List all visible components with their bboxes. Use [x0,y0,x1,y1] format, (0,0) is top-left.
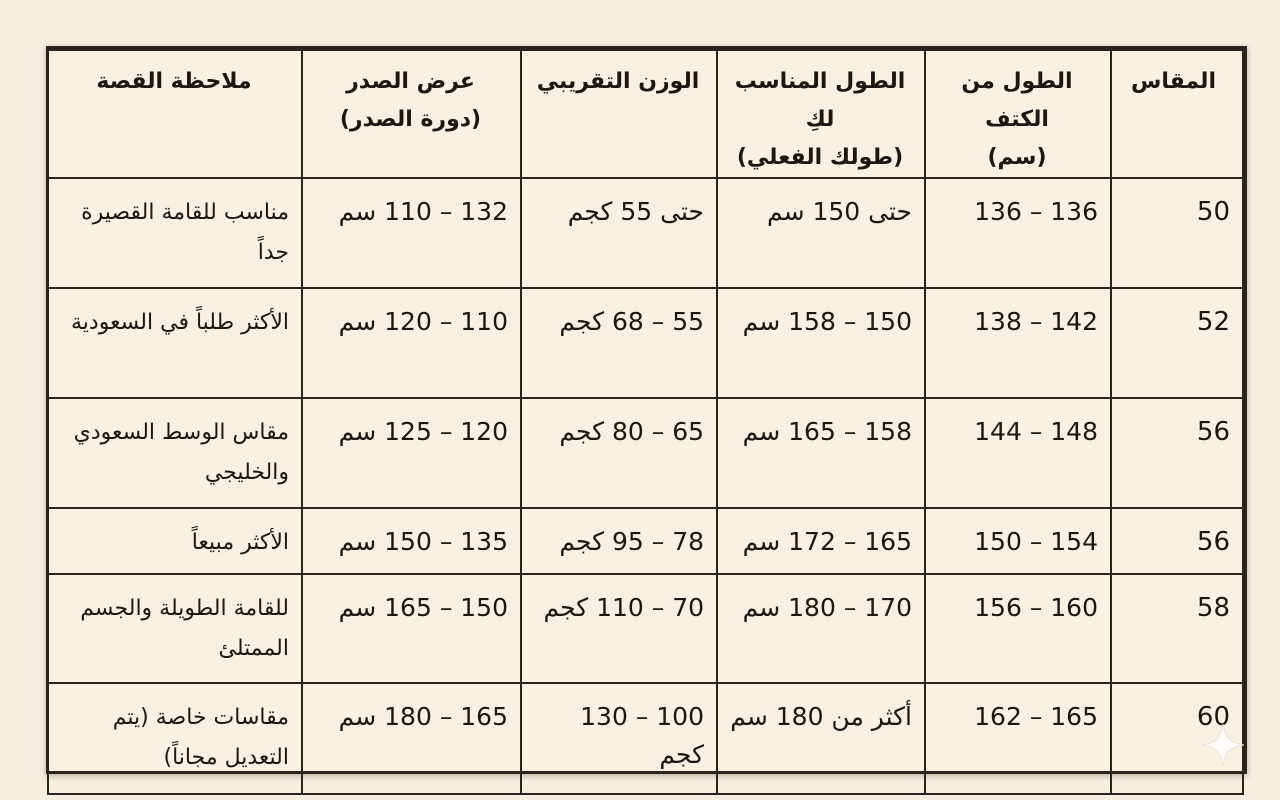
cell-shoulder-length: 136 – 136 [925,178,1111,288]
cell-chest: 110 – 120 سم [302,288,521,398]
cell-size: 60 [1111,683,1243,794]
four-point-star-icon [1200,722,1246,768]
cell-suitable-height: 158 – 165 سم [717,398,925,508]
cell-shoulder-length: 160 – 156 [925,574,1111,683]
header-note-label: ملاحظة القصة [96,69,252,94]
cell-chest: 135 – 150 سم [302,508,521,574]
header-suitable-height [717,50,925,178]
header-chest-sub: (دورة الصدر) [339,107,482,132]
cell-suitable-height: 150 – 158 سم [717,288,925,398]
cell-weight: 65 – 80 كجم [521,398,717,508]
cell-weight: حتى 55 كجم [521,178,717,288]
size-chart-table-container [46,46,1247,774]
cell-chest: 165 – 180 سم [302,683,521,794]
cell-chest: 150 – 165 سم [302,574,521,683]
cell-suitable-height: 170 – 180 سم [717,574,925,683]
cell-shoulder-length: 148 – 144 [925,398,1111,508]
header-note [48,50,302,178]
header-suitable-height-sub: (طولك الفعلي) [736,145,904,170]
header-size [1111,50,1243,178]
size-chart-table [47,49,1244,795]
cell-chest: 120 – 125 سم [302,398,521,508]
cell-weight: 100 – 130 كجم [521,683,717,794]
cell-note: الأكثر طلباً في السعودية [48,288,302,398]
table-row [48,178,1243,288]
cell-chest: 132 – 110 سم [302,178,521,288]
cell-shoulder-length: 142 – 138 [925,288,1111,398]
header-chest-label: عرض الصدر [346,69,475,94]
header-weight-label: الوزن التقريبي [536,69,700,94]
cell-weight: 78 – 95 كجم [521,508,717,574]
header-shoulder-length-label: الطول من الكتف [961,69,1073,132]
header-shoulder-length [925,50,1111,178]
table-row [48,398,1243,508]
cell-size: 58 [1111,574,1243,683]
table-row [48,683,1243,794]
cell-size: 56 [1111,508,1243,574]
cell-weight: 70 – 110 كجم [521,574,717,683]
header-shoulder-length-sub: (سم) [987,145,1047,170]
header-suitable-height-label: الطول المناسب لكِ [734,69,906,132]
cell-size: 50 [1111,178,1243,288]
cell-shoulder-length: 165 – 162 [925,683,1111,794]
table-row [48,574,1243,683]
header-chest [302,50,521,178]
cell-note: مقاسات خاصة (يتم التعديل مجاناً) [48,683,302,794]
cell-size: 52 [1111,288,1243,398]
cell-suitable-height: أكثر من 180 سم [717,683,925,794]
cell-size: 56 [1111,398,1243,508]
cell-weight: 55 – 68 كجم [521,288,717,398]
cell-suitable-height: حتى 150 سم [717,178,925,288]
cell-suitable-height: 165 – 172 سم [717,508,925,574]
cell-shoulder-length: 154 – 150 [925,508,1111,574]
header-weight [521,50,717,178]
header-size-label: المقاس [1130,69,1216,94]
header-row [48,50,1243,178]
cell-note: الأكثر مبيعاً [48,508,302,574]
cell-note: مناسب للقامة القصيرة جداً [48,178,302,288]
table-row [48,508,1243,574]
cell-note: للقامة الطويلة والجسم الممتلئ [48,574,302,683]
table-row [48,288,1243,398]
cell-note: مقاس الوسط السعودي والخليجي [48,398,302,508]
